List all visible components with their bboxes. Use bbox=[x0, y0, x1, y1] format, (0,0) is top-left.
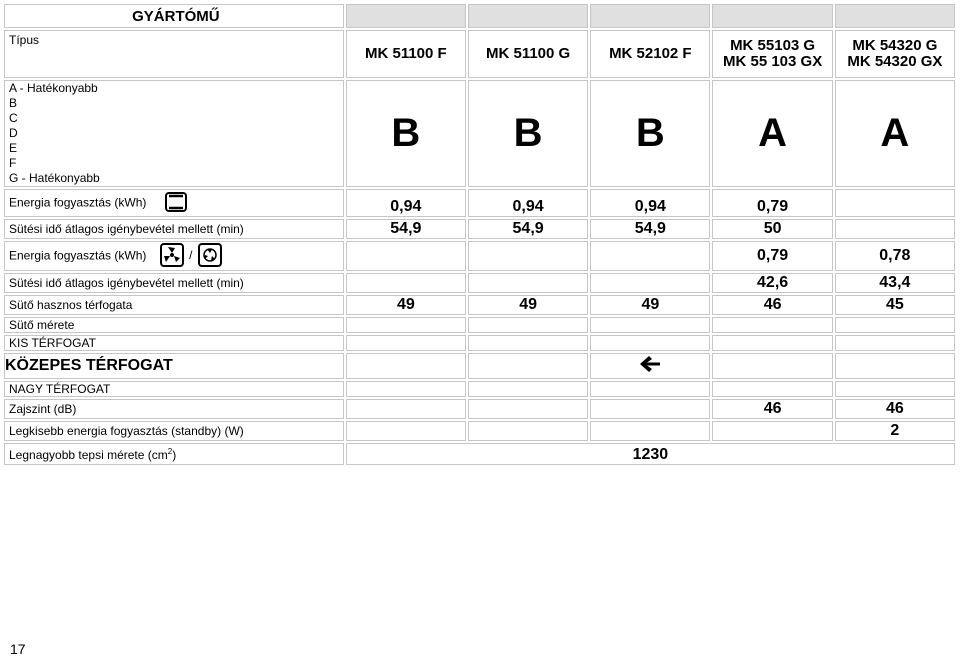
value-cell bbox=[590, 273, 710, 293]
header-cell bbox=[468, 4, 588, 28]
value-cell bbox=[468, 399, 588, 419]
model-row bbox=[4, 30, 955, 78]
manufacturer-label: GYÁRTÓMŰ bbox=[4, 4, 344, 28]
empty-cell bbox=[712, 381, 832, 397]
empty-cell bbox=[835, 353, 955, 379]
empty-cell bbox=[346, 335, 466, 351]
tray-row bbox=[4, 443, 955, 465]
empty-cell bbox=[468, 353, 588, 379]
energy-fan-label: Energia fogyasztás (kWh) / bbox=[4, 241, 344, 271]
empty-cell bbox=[590, 335, 710, 351]
value-cell bbox=[346, 273, 466, 293]
value-cell bbox=[346, 399, 466, 419]
model-name: MK 51100 G bbox=[468, 30, 588, 78]
empty-cell bbox=[346, 353, 466, 379]
empty-cell bbox=[590, 317, 710, 333]
size-small-label: KIS TÉRFOGAT bbox=[4, 335, 344, 351]
empty-cell bbox=[835, 317, 955, 333]
value-cell: 42,6 bbox=[712, 273, 832, 293]
page-number: 17 bbox=[10, 641, 26, 657]
efficiency-class-row bbox=[4, 80, 955, 187]
efficiency-scale: A - Hatékonyabb B C D E F G - Hatékonyabb bbox=[4, 80, 344, 187]
value-cell bbox=[346, 421, 466, 441]
value-cell: 54,9 bbox=[590, 219, 710, 239]
type-label: Típus bbox=[4, 30, 344, 78]
arrow-left-icon bbox=[590, 353, 710, 379]
empty-cell bbox=[712, 335, 832, 351]
model-name: MK 52102 F bbox=[590, 30, 710, 78]
value-cell: 49 bbox=[590, 295, 710, 315]
fan-oven-icon bbox=[160, 243, 184, 270]
empty-cell bbox=[468, 335, 588, 351]
size-large-row bbox=[4, 381, 955, 397]
value-cell: 46 bbox=[712, 399, 832, 419]
value-cell: 49 bbox=[468, 295, 588, 315]
value-cell bbox=[468, 273, 588, 293]
value-cell bbox=[590, 421, 710, 441]
value-cell: 45 bbox=[835, 295, 955, 315]
header-cell bbox=[346, 4, 466, 28]
value-cell bbox=[590, 399, 710, 419]
value-cell: 46 bbox=[835, 399, 955, 419]
value-cell bbox=[835, 189, 955, 217]
noise-label: Zajszint (dB) bbox=[4, 399, 344, 419]
value-cell: 43,4 bbox=[835, 273, 955, 293]
value-cell: 0,79 bbox=[712, 241, 832, 271]
value-cell bbox=[346, 241, 466, 271]
standby-label: Legkisebb energia fogyasztás (standby) (W) bbox=[4, 421, 344, 441]
value-cell: 50 bbox=[712, 219, 832, 239]
noise-row bbox=[4, 399, 955, 419]
value-cell: 0,94 bbox=[590, 189, 710, 217]
value-cell: 0,79 bbox=[712, 189, 832, 217]
value-cell: 49 bbox=[346, 295, 466, 315]
value-cell: 0,94 bbox=[468, 189, 588, 217]
value-cell bbox=[468, 241, 588, 271]
empty-cell bbox=[835, 335, 955, 351]
volume-label: Sütő hasznos térfogata bbox=[4, 295, 344, 315]
empty-cell bbox=[468, 381, 588, 397]
size-large-label: NAGY TÉRFOGAT bbox=[4, 381, 344, 397]
efficiency-class: B bbox=[590, 80, 710, 187]
empty-cell bbox=[346, 317, 466, 333]
efficiency-class: A bbox=[835, 80, 955, 187]
size-row bbox=[4, 317, 955, 333]
standby-row bbox=[4, 421, 955, 441]
header-row bbox=[4, 4, 955, 28]
fan-oven-alt-icon bbox=[198, 243, 222, 270]
value-cell: 46 bbox=[712, 295, 832, 315]
model-name: MK 55103 G MK 55 103 GX bbox=[712, 30, 832, 78]
value-cell: 2 bbox=[835, 421, 955, 441]
size-medium-row bbox=[4, 353, 955, 379]
size-medium-label: KÖZEPES TÉRFOGAT bbox=[4, 353, 344, 379]
volume-row bbox=[4, 295, 955, 315]
tray-label: Legnagyobb tepsi mérete $(cm^2)$ bbox=[4, 443, 344, 465]
empty-cell bbox=[835, 381, 955, 397]
energy-conventional-label: Energia fogyasztás (kWh) bbox=[4, 189, 344, 217]
value-cell: 0,94 bbox=[346, 189, 466, 217]
time-fan-row bbox=[4, 273, 955, 293]
header-cell bbox=[712, 4, 832, 28]
value-cell: 0,78 bbox=[835, 241, 955, 271]
tray-value: 1230 bbox=[346, 443, 955, 465]
model-name: MK 51100 F bbox=[346, 30, 466, 78]
time-conventional-label: Sütési idő átlagos igénybevétel mellett (min) bbox=[4, 219, 344, 239]
empty-cell bbox=[590, 381, 710, 397]
empty-cell bbox=[712, 317, 832, 333]
value-cell bbox=[835, 219, 955, 239]
value-cell: 54,9 bbox=[468, 219, 588, 239]
empty-cell bbox=[712, 353, 832, 379]
value-cell bbox=[468, 421, 588, 441]
model-name: MK 54320 G MK 54320 GX bbox=[835, 30, 955, 78]
time-conventional-row bbox=[4, 219, 955, 239]
header-cell bbox=[590, 4, 710, 28]
value-cell bbox=[590, 241, 710, 271]
value-cell: 54,9 bbox=[346, 219, 466, 239]
efficiency-class: B bbox=[346, 80, 466, 187]
efficiency-class: B bbox=[468, 80, 588, 187]
size-label: Sütő mérete bbox=[4, 317, 344, 333]
header-cell bbox=[835, 4, 955, 28]
empty-cell bbox=[468, 317, 588, 333]
size-small-row bbox=[4, 335, 955, 351]
time-fan-label: Sütési idő átlagos igénybevétel mellett (min) bbox=[4, 273, 344, 293]
value-cell bbox=[712, 421, 832, 441]
energy-label-table bbox=[2, 2, 957, 467]
conventional-oven-icon bbox=[164, 191, 188, 216]
empty-cell bbox=[346, 381, 466, 397]
energy-conventional-row bbox=[4, 189, 955, 217]
efficiency-class: A bbox=[712, 80, 832, 187]
energy-fan-row bbox=[4, 241, 955, 271]
